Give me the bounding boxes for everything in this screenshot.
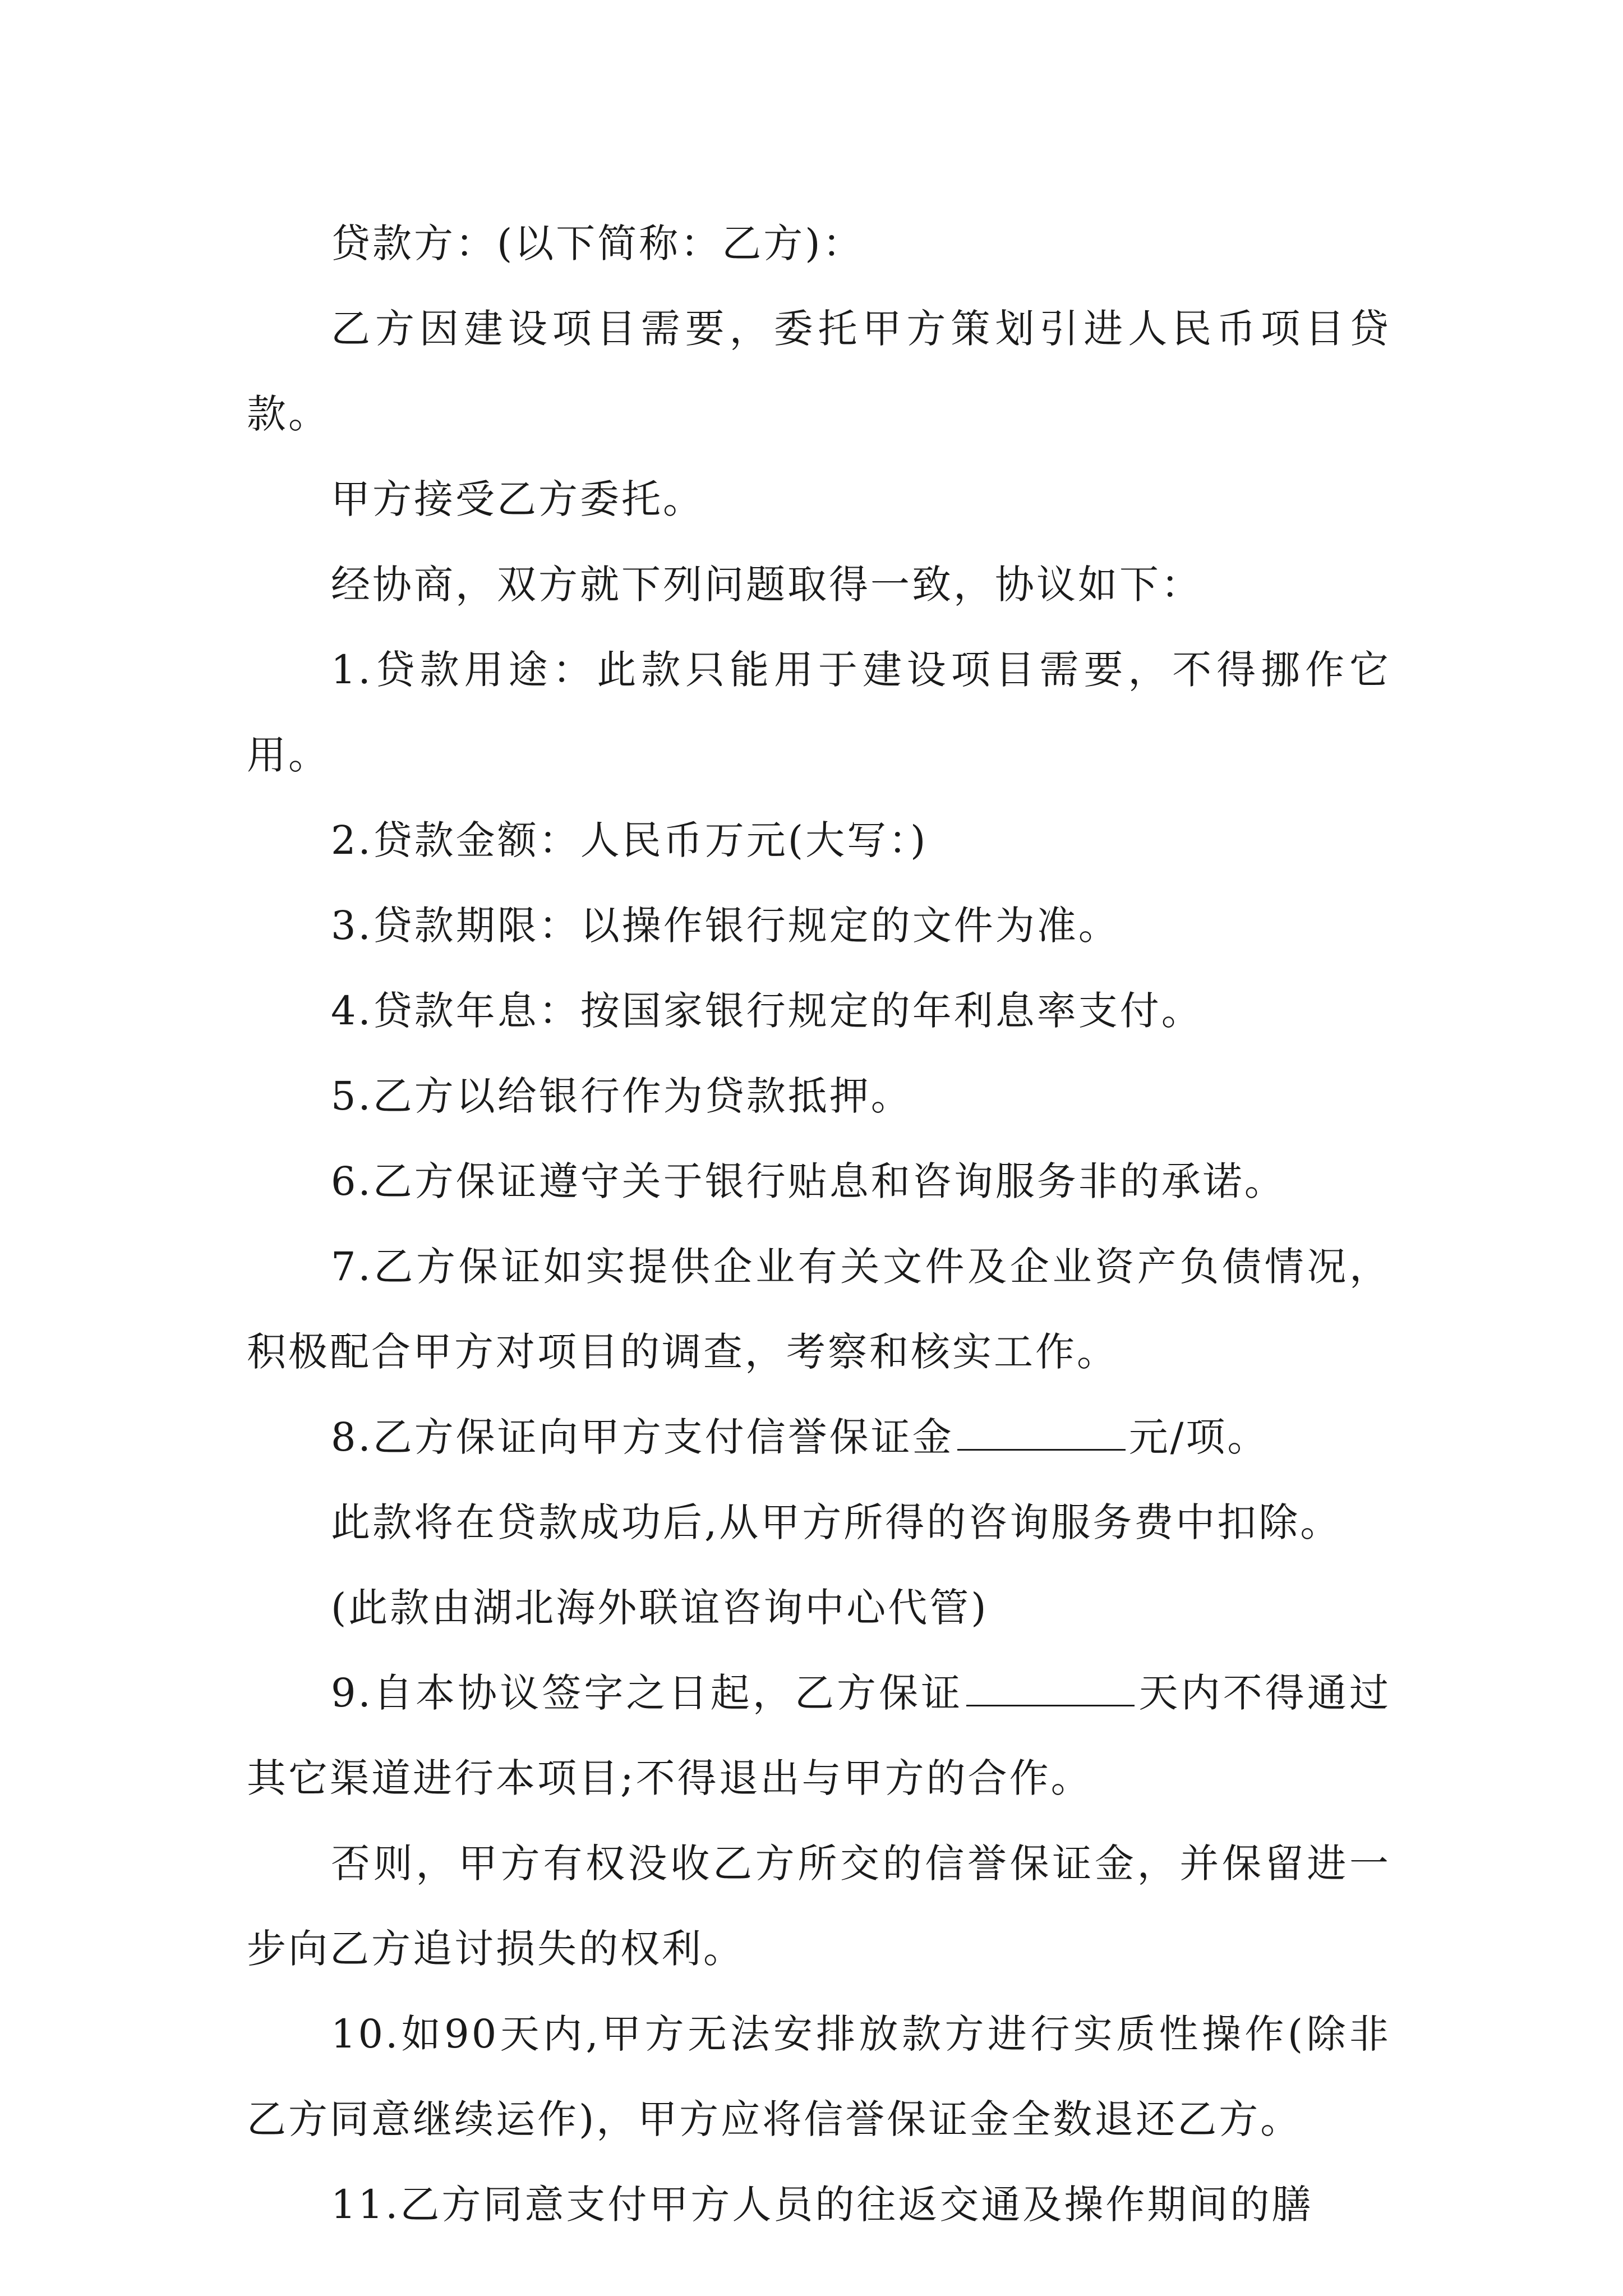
clause-8-deposit bbox=[247, 1395, 1391, 1480]
clause-9-exclusivity bbox=[247, 1650, 1391, 1821]
clause-8-text-before: 8.乙方保证向甲方支付信誉保证金 bbox=[331, 1414, 954, 1460]
clause-3-term: 3.贷款期限：以操作银行规定的文件为准。 bbox=[331, 903, 1120, 949]
clause-8-deduction: 此款将在贷款成功后,从甲方所得的咨询服务费中扣除。 bbox=[331, 1499, 1342, 1545]
paragraph-agreement-intro: 经协商，双方就下列问题取得一致，协议如下： bbox=[331, 562, 1202, 608]
paragraph-entrust: 乙方因建设项目需要，委托甲方策划引进人民币项目贷款。 bbox=[247, 306, 1391, 437]
clause-7-disclosure: 7.乙方保证如实提供企业有关文件及企业资产负债情况，积极配合甲方对项目的调查，考察和核实工作。 bbox=[247, 1244, 1391, 1375]
paragraph-accept: 甲方接受乙方委托。 bbox=[331, 476, 704, 522]
clause-1-purpose: 1.贷款用途：此款只能用于建设项目需要，不得挪作它用。 bbox=[247, 647, 1391, 778]
clause-10-refund: 10.如90天内,甲方无法安排放款方进行实质性操作(除非乙方同意继续运作)，甲方应将信誉保证金全数退还乙方。 bbox=[247, 2011, 1391, 2142]
deposit-amount-blank bbox=[957, 1414, 1126, 1451]
clause-9-text-before: 9.自本协议签字之日起，乙方保证 bbox=[331, 1670, 963, 1716]
clause-9-penalty: 否则，甲方有权没收乙方所交的信誉保证金，并保留进一步向乙方追讨损失的权利。 bbox=[247, 1841, 1391, 1972]
days-blank bbox=[966, 1670, 1135, 1706]
clause-6-commitment: 6.乙方保证遵守关于银行贴息和咨询服务非的承诺。 bbox=[331, 1158, 1286, 1204]
document-body bbox=[247, 201, 1391, 2247]
clause-5-collateral: 5.乙方以给银行作为贷款抵押。 bbox=[331, 1073, 912, 1119]
clause-8-custody: (此款由湖北海外联谊咨询中心代管) bbox=[331, 1585, 989, 1631]
clause-8-text-after: 元/项。 bbox=[1128, 1414, 1269, 1460]
clause-11-expenses: 11.乙方同意支付甲方人员的往返交通及操作期间的膳 bbox=[331, 2182, 1313, 2228]
clause-9-text-after: 天内不得通过其它渠道进行本项目;不得退出与甲方的合作。 bbox=[247, 1670, 1391, 1801]
clause-4-interest: 4.贷款年息：按国家银行规定的年利息率支付。 bbox=[331, 988, 1203, 1034]
clause-2-amount: 2.贷款金额：人民币万元(大写：) bbox=[331, 817, 928, 863]
paragraph-borrower: 贷款方：(以下简称：乙方)： bbox=[331, 220, 864, 266]
